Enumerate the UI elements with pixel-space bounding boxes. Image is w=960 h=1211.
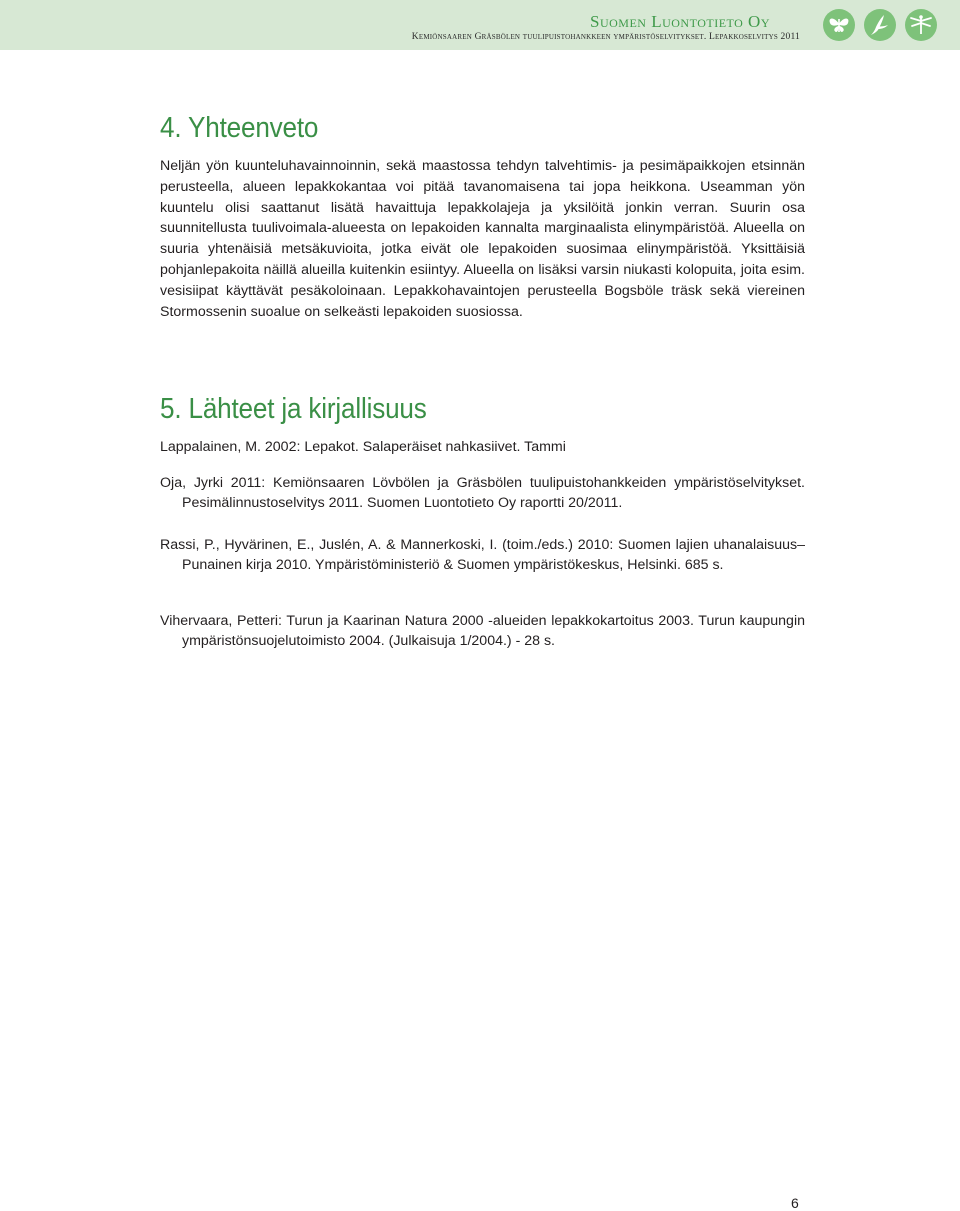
reference-list [160,437,805,457]
summary-body [160,156,805,322]
summary-heading: 4. Yhteenveto [160,112,319,144]
reference-list [160,473,805,513]
references-section [160,393,805,426]
references-heading: 5. Lähteet ja kirjallisuus [160,393,427,425]
reference-item: Rassi, P., Hyvärinen, E., Juslén, A. & Mannerkoski, I. (toim./eds.) 2010: Suomen lajien uhanalaisuus– Punainen kirja 2010. Ympäristöministeriö & Suomen ympäristökeskus, Helsinki. 685 s. [160,537,805,573]
reference-item: Vihervaara, Petteri: Turun ja Kaarinan Natura 2000 -alueiden lepakkokartoitus 2003. Turun kaupungin ympäristönsuojelutoimisto 2004. (Julkaisuja 1/2004.) - 28 s. [160,613,805,649]
butterfly-icon [823,9,855,41]
reference-item: Lappalainen, M. 2002: Lepakot. Salaperäiset nahkasiivet. Tammi [160,439,566,455]
reference-item: Oja, Jyrki 2011: Kemiönsaaren Lövbölen ja Gräsbölen tuulipuistohankkeiden ympäristöselvitykset. Pesimälinnustoselvitys 2011. Suomen Luontotieto Oy raportti 20/2011. [160,475,805,511]
bird-icon [864,9,896,41]
company-name: Suomen Luontotieto Oy [590,12,770,31]
summary-paragraph: Neljän yön kuunteluhavainnoinnin, sekä maastossa tehdyn talvehtimis- ja pesimäpaikkojen etsinnän perusteella, alueen lepakkokantaa voi pitää tavanomaisena tai jopa heikkona. Useamman yön kuuntelu olisi saattanut lisätä havaittuja lepakkolajeja ja yksilöitä jonkin verran. Suurin osa suunnitellusta tuulivoimala-alueesta on lepakoiden kannalta marginaalista elinympäristöä. Alueella on suuria yhtenäisiä metsäkuvioita, jotka eivät ole lepakoiden suosimaa elinympäristöä. Yksittäisiä pohjanlepakoita näillä alueilla kuitenkin esiintyy. Alueella on lisäksi varsin niukasti kolopuita, joita esim. vesisiipat käyttävät pesäkoloinaan. Lepakkohavaintojen perusteella Bogsböle träsk sekä viereinen Stormossenin suoalue on selkeästi lepakoiden suosiossa. [160,158,805,320]
dragonfly-icon [905,9,937,41]
summary-section [160,112,805,145]
page-number: 6 [791,1195,799,1211]
reference-list [160,535,805,575]
report-subtitle: Kemiönsaaren Gräsbölen tuulipuistohankkeen ympäristöselvitykset. Lepakkoselvitys 2011 [411,32,800,42]
page-header [0,0,960,50]
reference-list [160,611,805,651]
